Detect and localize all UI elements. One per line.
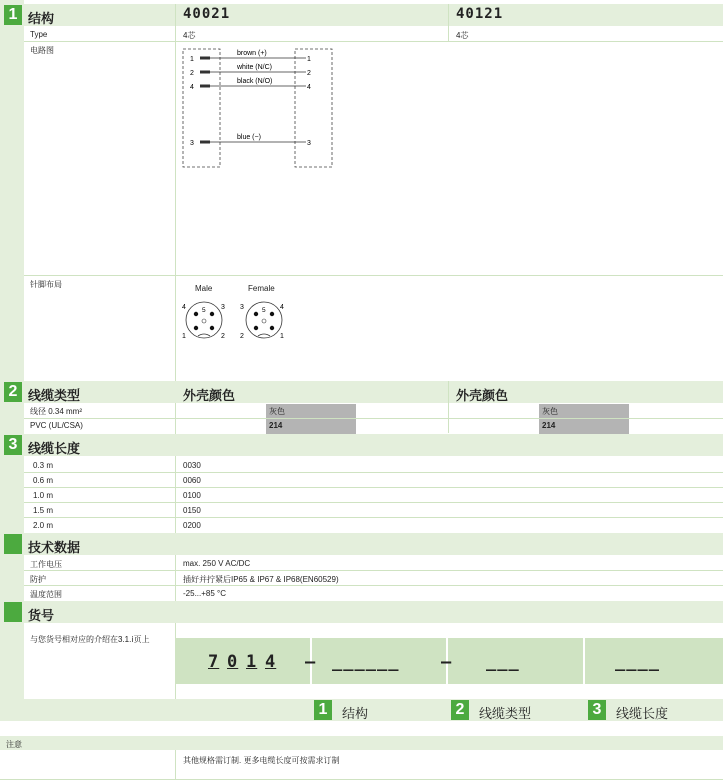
order-header [0, 601, 723, 623]
tech-title: 技术数据 [28, 540, 81, 555]
row-line [24, 275, 723, 276]
female-pin-center: 5 [262, 307, 266, 314]
male-pin-center: 5 [202, 307, 206, 314]
female-pin-4: 4 [280, 304, 284, 311]
section2-number: 2 [4, 382, 22, 402]
type-label: Type [30, 30, 48, 39]
legend-label-2: 线缆类型 [479, 706, 532, 721]
col-divider-b2 [448, 381, 449, 433]
cable-row-label: PVC (UL/CSA) [30, 421, 83, 430]
pinout-label: 针脚布局 [30, 280, 62, 289]
section3-number: 3 [4, 435, 22, 455]
row-line [24, 418, 723, 419]
cable-row-a: 214 [269, 421, 283, 430]
blank-cable: ___ [486, 652, 520, 672]
length-code: 0060 [183, 476, 201, 485]
code-b: 40121 [456, 6, 504, 22]
row-line [24, 472, 723, 473]
male-connector [182, 302, 225, 340]
pinout-diagram [180, 298, 290, 344]
wire-1-out: 1 [307, 56, 311, 63]
cable-row-label: 线径 0.34 mm² [30, 407, 83, 416]
tech-value: max. 250 V AC/DC [183, 559, 251, 568]
order-box-gap [583, 638, 585, 684]
length-label: 2.0 m [33, 521, 54, 530]
wire-1-pin: 1 [190, 56, 194, 63]
length-label: 1.0 m [33, 491, 54, 500]
legend-label-1: 结构 [342, 706, 369, 721]
legend-label-3: 线缆长度 [616, 706, 669, 721]
row-line [24, 502, 723, 503]
section2-header [0, 381, 723, 403]
tech-value: 插好并拧紧后IP65 & IP67 & IP68(EN60529) [183, 575, 339, 584]
notes-text: 其他规格需订制. 更多电缆长度可按需求订制 [183, 756, 340, 765]
length-code: 0200 [183, 521, 201, 530]
code-a: 40021 [183, 6, 231, 22]
wire-4-name: black (N/O) [237, 78, 273, 85]
order-note: 与您货号相对应的介绍在3.1.ⅰ页上 [30, 635, 150, 644]
order-dash: – [305, 652, 317, 672]
notes-label: 注意 [6, 740, 22, 749]
wire-4-pin: 4 [190, 84, 194, 91]
section2-col-b: 外壳颜色 [456, 388, 509, 403]
circuit-diagram [180, 46, 340, 172]
length-code: 0030 [183, 461, 201, 470]
female-pin-2: 2 [240, 333, 244, 340]
circuit-label: 电路图 [30, 46, 54, 55]
cable-row-b: 214 [542, 421, 556, 430]
male-pin-2: 2 [221, 333, 225, 340]
section3-title: 线缆长度 [28, 441, 81, 456]
legend-num-1: 1 [314, 700, 332, 720]
col-divider-b [448, 4, 449, 42]
wire-2-name: white (N/C) [237, 64, 273, 71]
male-pin-1: 1 [182, 333, 186, 340]
order-digit: 7 [208, 652, 220, 672]
order-digit: 0 [227, 652, 239, 672]
type-b: 4芯 [456, 31, 469, 40]
wire-2-out: 2 [307, 70, 311, 77]
cable-row-a: 灰色 [269, 407, 285, 416]
notes-header [0, 736, 723, 750]
male-pin-3: 3 [221, 304, 225, 311]
length-code: 0150 [183, 506, 201, 515]
section3-header [0, 434, 723, 456]
wire-3-name: blue (−) [237, 134, 261, 141]
cable-row-b: 灰色 [542, 407, 558, 416]
order-title: 货号 [28, 608, 55, 623]
tech-value: -25...+85 °C [183, 589, 226, 598]
order-digit: 4 [265, 652, 277, 672]
female-pin-3: 3 [240, 304, 244, 311]
section2-col-a: 外壳颜色 [183, 388, 236, 403]
tech-label: 防护 [30, 575, 46, 584]
legend-num-2: 2 [451, 700, 469, 720]
row-line [24, 41, 723, 42]
order-marker [4, 602, 22, 622]
wire-1-name: brown (+) [237, 50, 267, 57]
blank-struct: ______ [332, 652, 400, 672]
section2-title: 线缆类型 [28, 388, 81, 403]
section1-header [0, 4, 723, 26]
blank-length: ____ [615, 652, 660, 672]
female-label: Female [248, 284, 275, 293]
male-label: Male [195, 284, 213, 293]
male-pin-4: 4 [182, 304, 186, 311]
wire-3-pin: 3 [190, 140, 194, 147]
female-pin-1: 1 [280, 333, 284, 340]
order-dash: – [441, 652, 453, 672]
row-line [24, 487, 723, 488]
row-line [24, 585, 723, 586]
bottom-line [0, 779, 723, 780]
notes-divider [175, 750, 176, 780]
wire-4-out: 4 [307, 84, 311, 91]
tech-label: 工作电压 [30, 560, 62, 569]
length-code: 0100 [183, 491, 201, 500]
length-label: 1.5 m [33, 506, 54, 515]
order-digit: 1 [246, 652, 258, 672]
row-line [24, 570, 723, 571]
wire-3-out: 3 [307, 140, 311, 147]
tech-marker [4, 534, 22, 554]
tech-header [0, 533, 723, 555]
section1-title: 结构 [28, 11, 55, 26]
section1-number: 1 [4, 5, 22, 25]
wire-2-pin: 2 [190, 70, 194, 77]
type-a: 4芯 [183, 31, 196, 40]
female-connector [240, 302, 284, 340]
row-line [24, 517, 723, 518]
length-label: 0.6 m [33, 476, 54, 485]
legend-num-3: 3 [588, 700, 606, 720]
length-label: 0.3 m [33, 461, 54, 470]
tech-label: 温度范围 [30, 590, 62, 599]
